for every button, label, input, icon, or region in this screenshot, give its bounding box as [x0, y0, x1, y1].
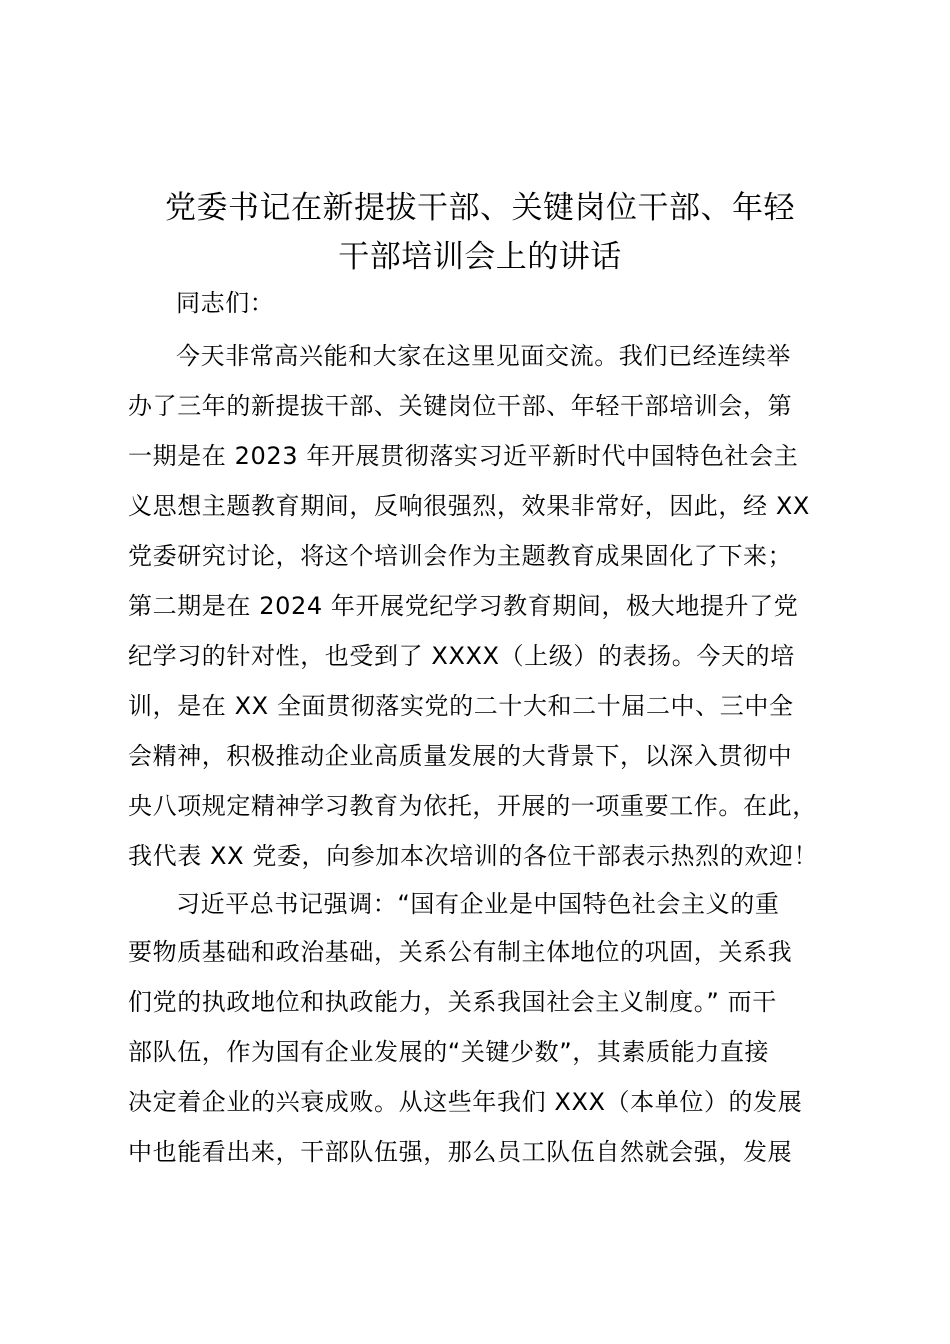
paragraph-1-line: 办了三年的新提拔干部、关键岗位干部、年轻干部培训会，第	[128, 392, 793, 420]
paragraph-2-line: 习近平总书记强调：“国有企业是中国特色社会主义的重	[176, 890, 780, 918]
paragraph-1-line: 央八项规定精神学习教育为依托，开展的一项重要工作。在此，	[128, 792, 817, 820]
salutation: 同志们：	[176, 289, 275, 317]
paragraph-1-line: 训，是在 XX 全面贯彻落实党的二十大和二十届二中、三中全	[128, 692, 794, 720]
paragraph-1-line: 一期是在 2023 年开展贯彻落实习近平新时代中国特色社会主	[128, 442, 799, 470]
paragraph-1-line: 党委研究讨论，将这个培训会作为主题教育成果固化了下来；	[128, 542, 793, 570]
document-title-line-1: 党委书记在新提拔干部、关键岗位干部、年轻	[165, 190, 795, 226]
paragraph-2-line: 中也能看出来，干部队伍强，那么员工队伍自然就会强，发展	[128, 1138, 793, 1166]
paragraph-1-line: 我代表 XX 党委，向参加本次培训的各位干部表示热烈的欢迎！	[128, 842, 819, 870]
paragraph-1-line: 纪学习的针对性，也受到了 XXXX（上级）的表扬。今天的培	[128, 642, 795, 670]
document-title-line-2: 干部培训会上的讲话	[338, 239, 622, 275]
paragraph-1-line: 义思想主题教育期间，反响很强烈，效果非常好，因此，经 XX	[128, 492, 810, 520]
paragraph-1-line: 今天非常高兴能和大家在这里见面交流。我们已经连续举	[176, 342, 791, 370]
paragraph-2-line: 决定着企业的兴衰成败。从这些年我们 XXX（本单位）的发展	[128, 1088, 803, 1116]
paragraph-2-line: 部队伍，作为国有企业发展的“关键少数”，其素质能力直接	[128, 1038, 770, 1066]
paragraph-1-line: 第二期是在 2024 年开展党纪学习教育期间，极大地提升了党	[128, 592, 799, 620]
paragraph-2-line: 要物质基础和政治基础，关系公有制主体地位的巩固，关系我	[128, 938, 793, 966]
paragraph-2-line: 们党的执政地位和执政能力，关系我国社会主义制度。” 而干	[128, 988, 777, 1016]
paragraph-1-line: 会精神，积极推动企业高质量发展的大背景下，以深入贯彻中	[128, 742, 793, 770]
